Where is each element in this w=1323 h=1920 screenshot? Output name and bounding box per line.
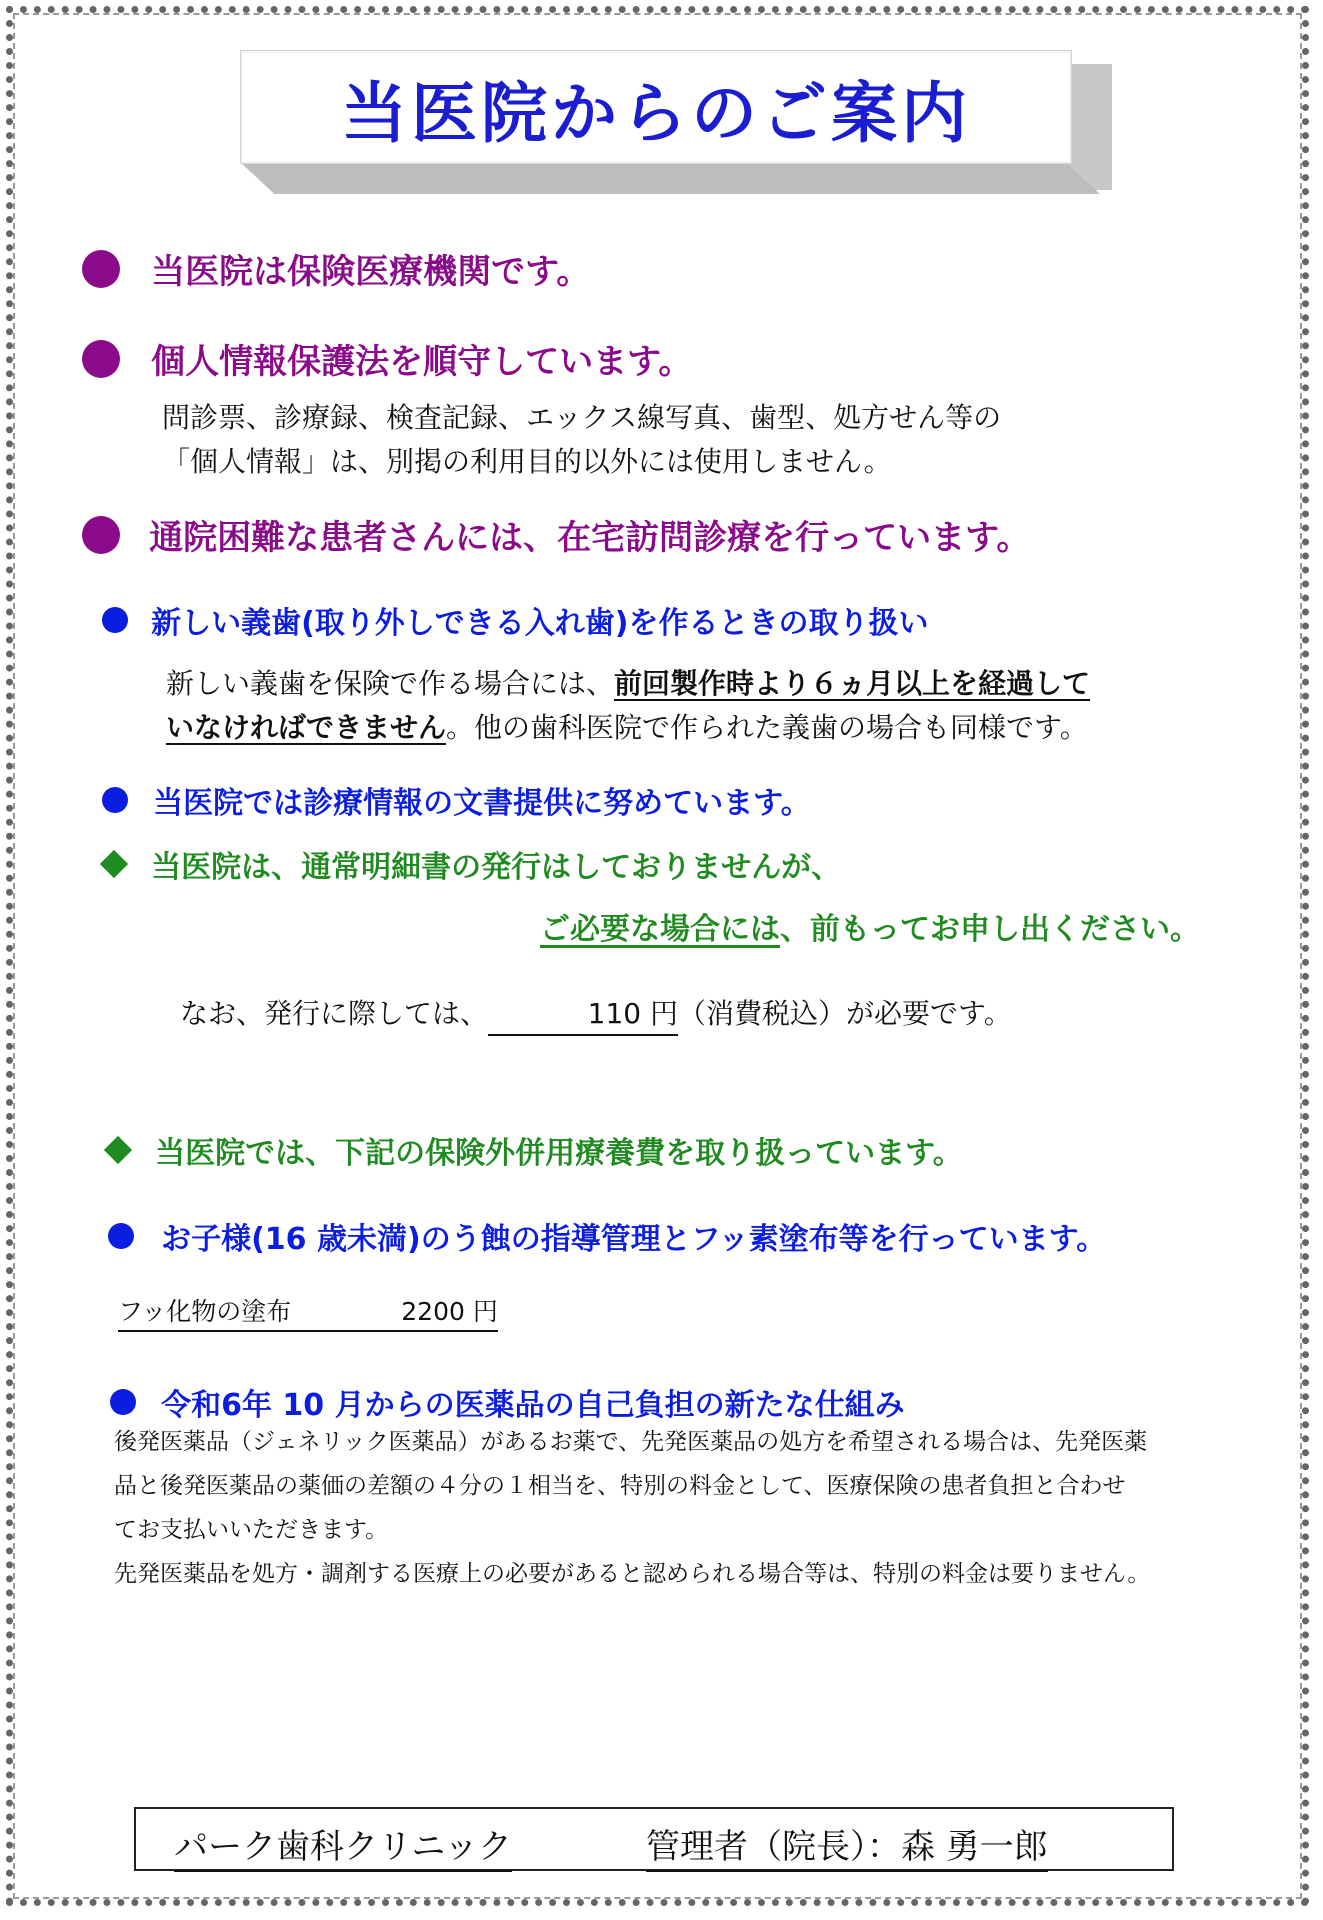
drugs-text-line3: てお支払いいただきます。 bbox=[114, 1517, 389, 1543]
drugs-text-line4: 先発医薬品を処方・調剤する医療上の必要があると認められる場合等は、特別の料金は要りません。 bbox=[114, 1561, 1151, 1587]
section-children-heading: お子様(16 歳未満)のう蝕の指導管理とフッ素塗布等を行っています。 bbox=[161, 1222, 1107, 1257]
statement-fee-amount: 110 円 bbox=[488, 994, 678, 1036]
fluoride-item-label: フッ化物の塗布 bbox=[118, 1297, 292, 1326]
blue-bullet-icon bbox=[110, 1389, 136, 1415]
title-box bbox=[240, 50, 1072, 164]
purple-bullet-icon bbox=[82, 516, 120, 554]
blue-bullet-icon bbox=[108, 1223, 134, 1249]
drugs-text-line1: 後発医薬品（ジェネリック医薬品）があるお薬で、先発医薬品の処方を希望される場合は、先発医薬 bbox=[114, 1429, 1148, 1455]
section-statement bbox=[104, 842, 841, 886]
blue-bullet-icon bbox=[102, 607, 128, 633]
section-home-visit bbox=[82, 510, 1030, 559]
section-non-insurance-heading: 当医院では、下記の保険外併用療養費を取り扱っています。 bbox=[155, 1136, 963, 1171]
drugs-text-line2: 品と後発医薬品の薬価の差額の４分の１相当を、特別の料金として、医療保険の患者負担と合わせ bbox=[114, 1473, 1126, 1499]
privacy-text-line1: 問診票、診療録、検査記録、エックス線写真、歯型、処方せん等の bbox=[162, 401, 1002, 434]
statement-line2-post: 、前もってお申し出ください。 bbox=[780, 912, 1200, 947]
dentures-text-line1 bbox=[166, 662, 1090, 706]
statement-fee-pre: なお、発行に際しては、 bbox=[180, 997, 489, 1030]
statement-line2 bbox=[540, 904, 1200, 948]
green-diamond-icon bbox=[100, 850, 128, 878]
footer-box bbox=[134, 1807, 1174, 1871]
dentures-text-line2 bbox=[166, 706, 1088, 750]
purple-bullet-icon bbox=[82, 340, 120, 378]
section-privacy-heading: 個人情報保護法を順守しています。 bbox=[151, 342, 693, 382]
page-border-inner bbox=[13, 13, 1302, 1899]
blue-bullet-icon bbox=[102, 787, 128, 813]
page-title: 当医院からのご案内 bbox=[341, 74, 971, 152]
statement-fee bbox=[180, 992, 1012, 1036]
section-documents-heading: 当医院では診療情報の文書提供に努めています。 bbox=[153, 786, 811, 821]
dentures-text-post: 。他の歯科医院で作られた義歯の場合も同様です。 bbox=[446, 711, 1088, 744]
title-shadow-bottom bbox=[240, 162, 1100, 194]
section-dentures-heading: 新しい義歯(取り外しできる入れ歯)を作るときの取り扱い bbox=[151, 606, 929, 641]
section-non-insurance bbox=[108, 1128, 963, 1172]
title-banner bbox=[240, 50, 1112, 200]
footer-manager: 管理者（院長）：森 勇一郎 bbox=[646, 1819, 1048, 1872]
fluoride-item bbox=[118, 1292, 498, 1332]
section-insurance bbox=[82, 244, 590, 293]
section-documents bbox=[102, 778, 811, 822]
footer-clinic-name: パーク歯科クリニック bbox=[174, 1819, 512, 1872]
purple-bullet-icon bbox=[82, 250, 120, 288]
section-statement-heading: 当医院は、通常明細書の発行はしておりませんが、 bbox=[151, 850, 842, 885]
section-privacy bbox=[82, 334, 692, 383]
statement-line2-underlined: ご必要な場合には bbox=[540, 912, 780, 947]
fluoride-item-price: 2200 円 bbox=[401, 1297, 498, 1326]
green-diamond-icon bbox=[104, 1136, 132, 1164]
privacy-text-line2: 「個人情報」は、別掲の利用目的以外には使用しません。 bbox=[162, 445, 892, 478]
section-dentures bbox=[102, 598, 929, 642]
dentures-text-underlined: 前回製作時より６ヵ月以上を経過して bbox=[614, 667, 1091, 700]
statement-fee-post: （消費税込）が必要です。 bbox=[678, 997, 1012, 1030]
section-drugs-heading: 令和6年 10 月からの医薬品の自己負担の新たな仕組み bbox=[161, 1388, 905, 1423]
dentures-text-pre: 新しい義歯を保険で作る場合には、 bbox=[166, 667, 615, 700]
dentures-text-underlined2: いなければできません bbox=[166, 711, 447, 744]
section-children bbox=[108, 1214, 1106, 1258]
section-drugs bbox=[110, 1380, 905, 1424]
section-insurance-heading: 当医院は保険医療機関です。 bbox=[151, 252, 591, 292]
section-home-visit-heading: 通院困難な患者さんには、在宅訪問診療を行っています。 bbox=[149, 518, 1031, 558]
